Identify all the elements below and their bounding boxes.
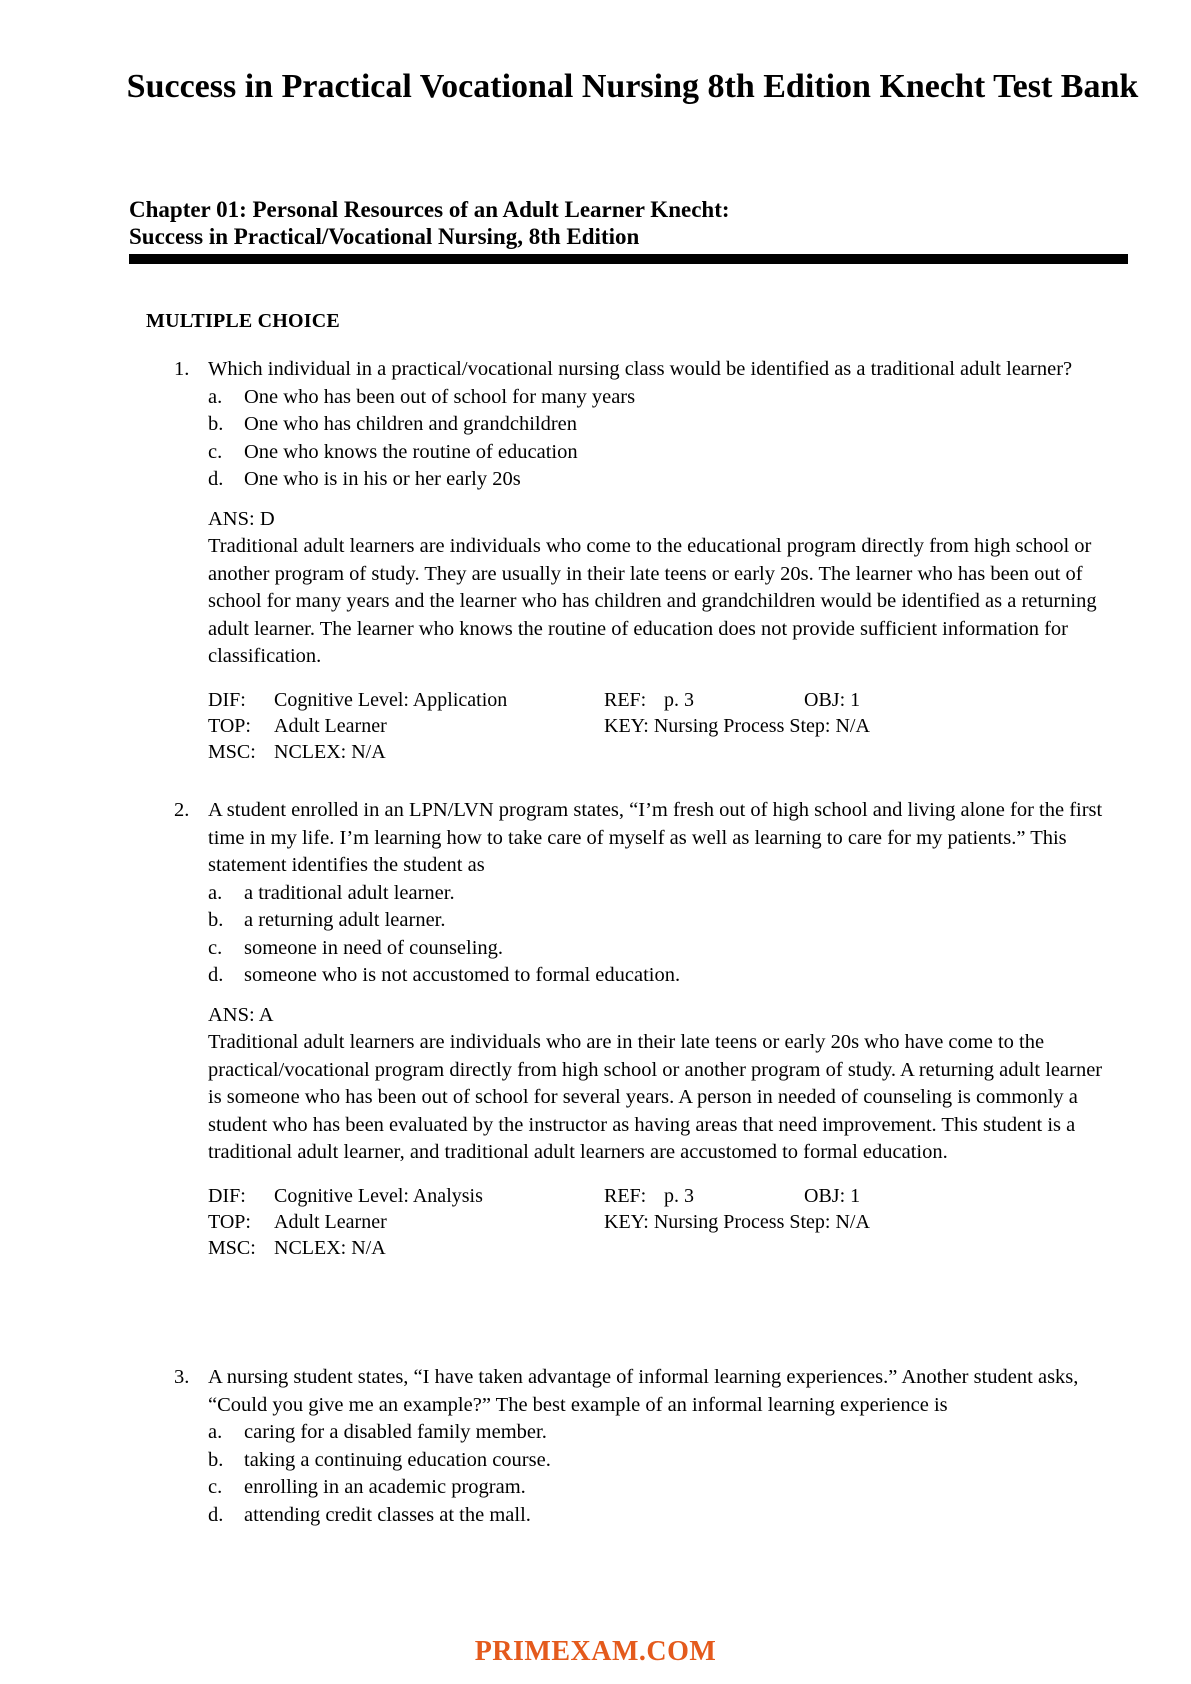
answer-option xyxy=(208,962,1124,990)
answer-option xyxy=(208,466,1124,494)
question-number: 3. xyxy=(174,1366,190,1388)
key-value: KEY: Nursing Process Step: N/A xyxy=(604,714,870,737)
answer-block xyxy=(208,506,1124,671)
answer-option xyxy=(208,1502,1124,1530)
obj-value: OBJ: 1 xyxy=(804,1184,861,1207)
question-1 xyxy=(174,356,1124,765)
answer-key: ANS: D xyxy=(208,507,275,530)
answer-option xyxy=(208,1474,1124,1502)
question-stem xyxy=(174,356,1124,384)
option-text: someone who is not accustomed to formal education. xyxy=(244,964,681,986)
question-metadata xyxy=(208,1183,1124,1261)
option-text: attending credit classes at the mall. xyxy=(244,1503,531,1526)
option-letter: d. xyxy=(208,468,224,490)
obj-value: OBJ: 1 xyxy=(804,688,861,711)
msc-label: MSC: xyxy=(208,740,256,763)
section-label: MULTIPLE CHOICE xyxy=(146,310,340,332)
option-text: enrolling in an academic program. xyxy=(244,1476,526,1498)
answer-option xyxy=(208,1447,1124,1475)
question-2 xyxy=(174,797,1124,1261)
msc-label: MSC: xyxy=(208,1236,256,1259)
option-letter: d. xyxy=(208,1503,224,1526)
option-letter: d. xyxy=(208,964,224,986)
option-text: One who is in his or her early 20s xyxy=(244,468,521,490)
site-watermark: PRIMEXAM.COM xyxy=(474,1636,717,1667)
chapter-heading xyxy=(129,196,730,250)
heading-divider xyxy=(129,254,1128,264)
answer-option xyxy=(208,1419,1124,1447)
question-number: 2. xyxy=(174,799,190,821)
top-value: Adult Learner xyxy=(274,1210,387,1233)
answer-option xyxy=(208,935,1124,963)
option-text: a traditional adult learner. xyxy=(244,881,455,904)
dif-label: DIF: xyxy=(208,1184,246,1207)
top-value: Adult Learner xyxy=(274,714,387,737)
question-metadata xyxy=(208,687,1124,765)
question-text: A nursing student states, “I have taken advantage of informal learning experiences.” Another student asks, “Could you give me an example?” The best example of an informal learning experience is xyxy=(208,1366,1079,1416)
key-value: KEY: Nursing Process Step: N/A xyxy=(604,1210,870,1233)
answer-option xyxy=(208,880,1124,908)
ref-value: p. 3 xyxy=(664,1184,694,1207)
answer-rationale: Traditional adult learners are individuals who are in their late teens or early 20s who have come to the practical/vocational program directly from high school or another program of study. A returning adult learner is someone who has been out of school for several years. A person in needed of counseling is commonly a student who has been evaluated by the instructor as having areas that need improvement. This student is a traditional adult learner, and traditional adult learners are accustomed to formal education. xyxy=(208,1031,1103,1163)
option-letter: b. xyxy=(208,909,224,931)
question-text: A student enrolled in an LPN/LVN program states, “I’m fresh out of high school and living alone for the first time in my life. I’m learning how to take care of myself as well as learning to care for my patients.” This statement identifies the student as xyxy=(208,799,1103,876)
msc-value: NCLEX: N/A xyxy=(274,1236,386,1259)
question-number: 1. xyxy=(174,358,190,380)
question-stem xyxy=(174,797,1124,880)
ref-label: REF: xyxy=(604,688,647,711)
answer-option xyxy=(208,411,1124,439)
ref-label: REF: xyxy=(604,1184,647,1207)
option-text: One who has been out of school for many years xyxy=(244,385,636,408)
option-text: One who has children and grandchildren xyxy=(244,413,578,435)
option-letter: a. xyxy=(208,1421,223,1443)
question-3 xyxy=(174,1364,1124,1529)
dif-value: Cognitive Level: Analysis xyxy=(274,1184,483,1207)
option-letter: a. xyxy=(208,881,223,904)
answer-rationale: Traditional adult learners are individuals who come to the educational program directly from high school or another program of study. They are usually in their late teens or early 20s. The learner who has been out of school for many years and the learner who has children and grandchildren would be identified as a returning adult learner. The learner who knows the routine of education does not provide sufficient information for classification. xyxy=(208,535,1097,667)
option-letter: b. xyxy=(208,413,224,435)
answer-option xyxy=(208,384,1124,412)
answer-key: ANS: A xyxy=(208,1003,274,1026)
option-text: caring for a disabled family member. xyxy=(244,1421,547,1443)
answer-option xyxy=(208,439,1124,467)
question-stem xyxy=(174,1364,1124,1419)
dif-label: DIF: xyxy=(208,688,246,711)
ref-value: p. 3 xyxy=(664,688,694,711)
answer-block xyxy=(208,1002,1124,1167)
option-text: someone in need of counseling. xyxy=(244,936,504,959)
answer-option xyxy=(208,907,1124,935)
top-label: TOP: xyxy=(208,714,251,737)
option-letter: b. xyxy=(208,1448,224,1471)
chapter-heading-line-2: Success in Practical/Vocational Nursing, 8th Edition xyxy=(129,224,640,249)
option-letter: c. xyxy=(208,1476,223,1498)
option-letter: a. xyxy=(208,385,223,408)
option-text: a returning adult learner. xyxy=(244,909,446,931)
document-title: Success in Practical Vocational Nursing 8th Edition Knecht Test Bank xyxy=(126,68,1139,105)
dif-value: Cognitive Level: Application xyxy=(274,688,508,711)
option-text: One who knows the routine of education xyxy=(244,440,578,463)
msc-value: NCLEX: N/A xyxy=(274,740,386,763)
top-label: TOP: xyxy=(208,1210,251,1233)
chapter-heading-line-1: Chapter 01: Personal Resources of an Adult Learner Knecht: xyxy=(129,197,730,222)
option-letter: c. xyxy=(208,936,223,959)
option-letter: c. xyxy=(208,440,223,463)
option-text: taking a continuing education course. xyxy=(244,1448,551,1471)
question-text: Which individual in a practical/vocational nursing class would be identified as a traditional adult learner? xyxy=(208,358,1073,380)
